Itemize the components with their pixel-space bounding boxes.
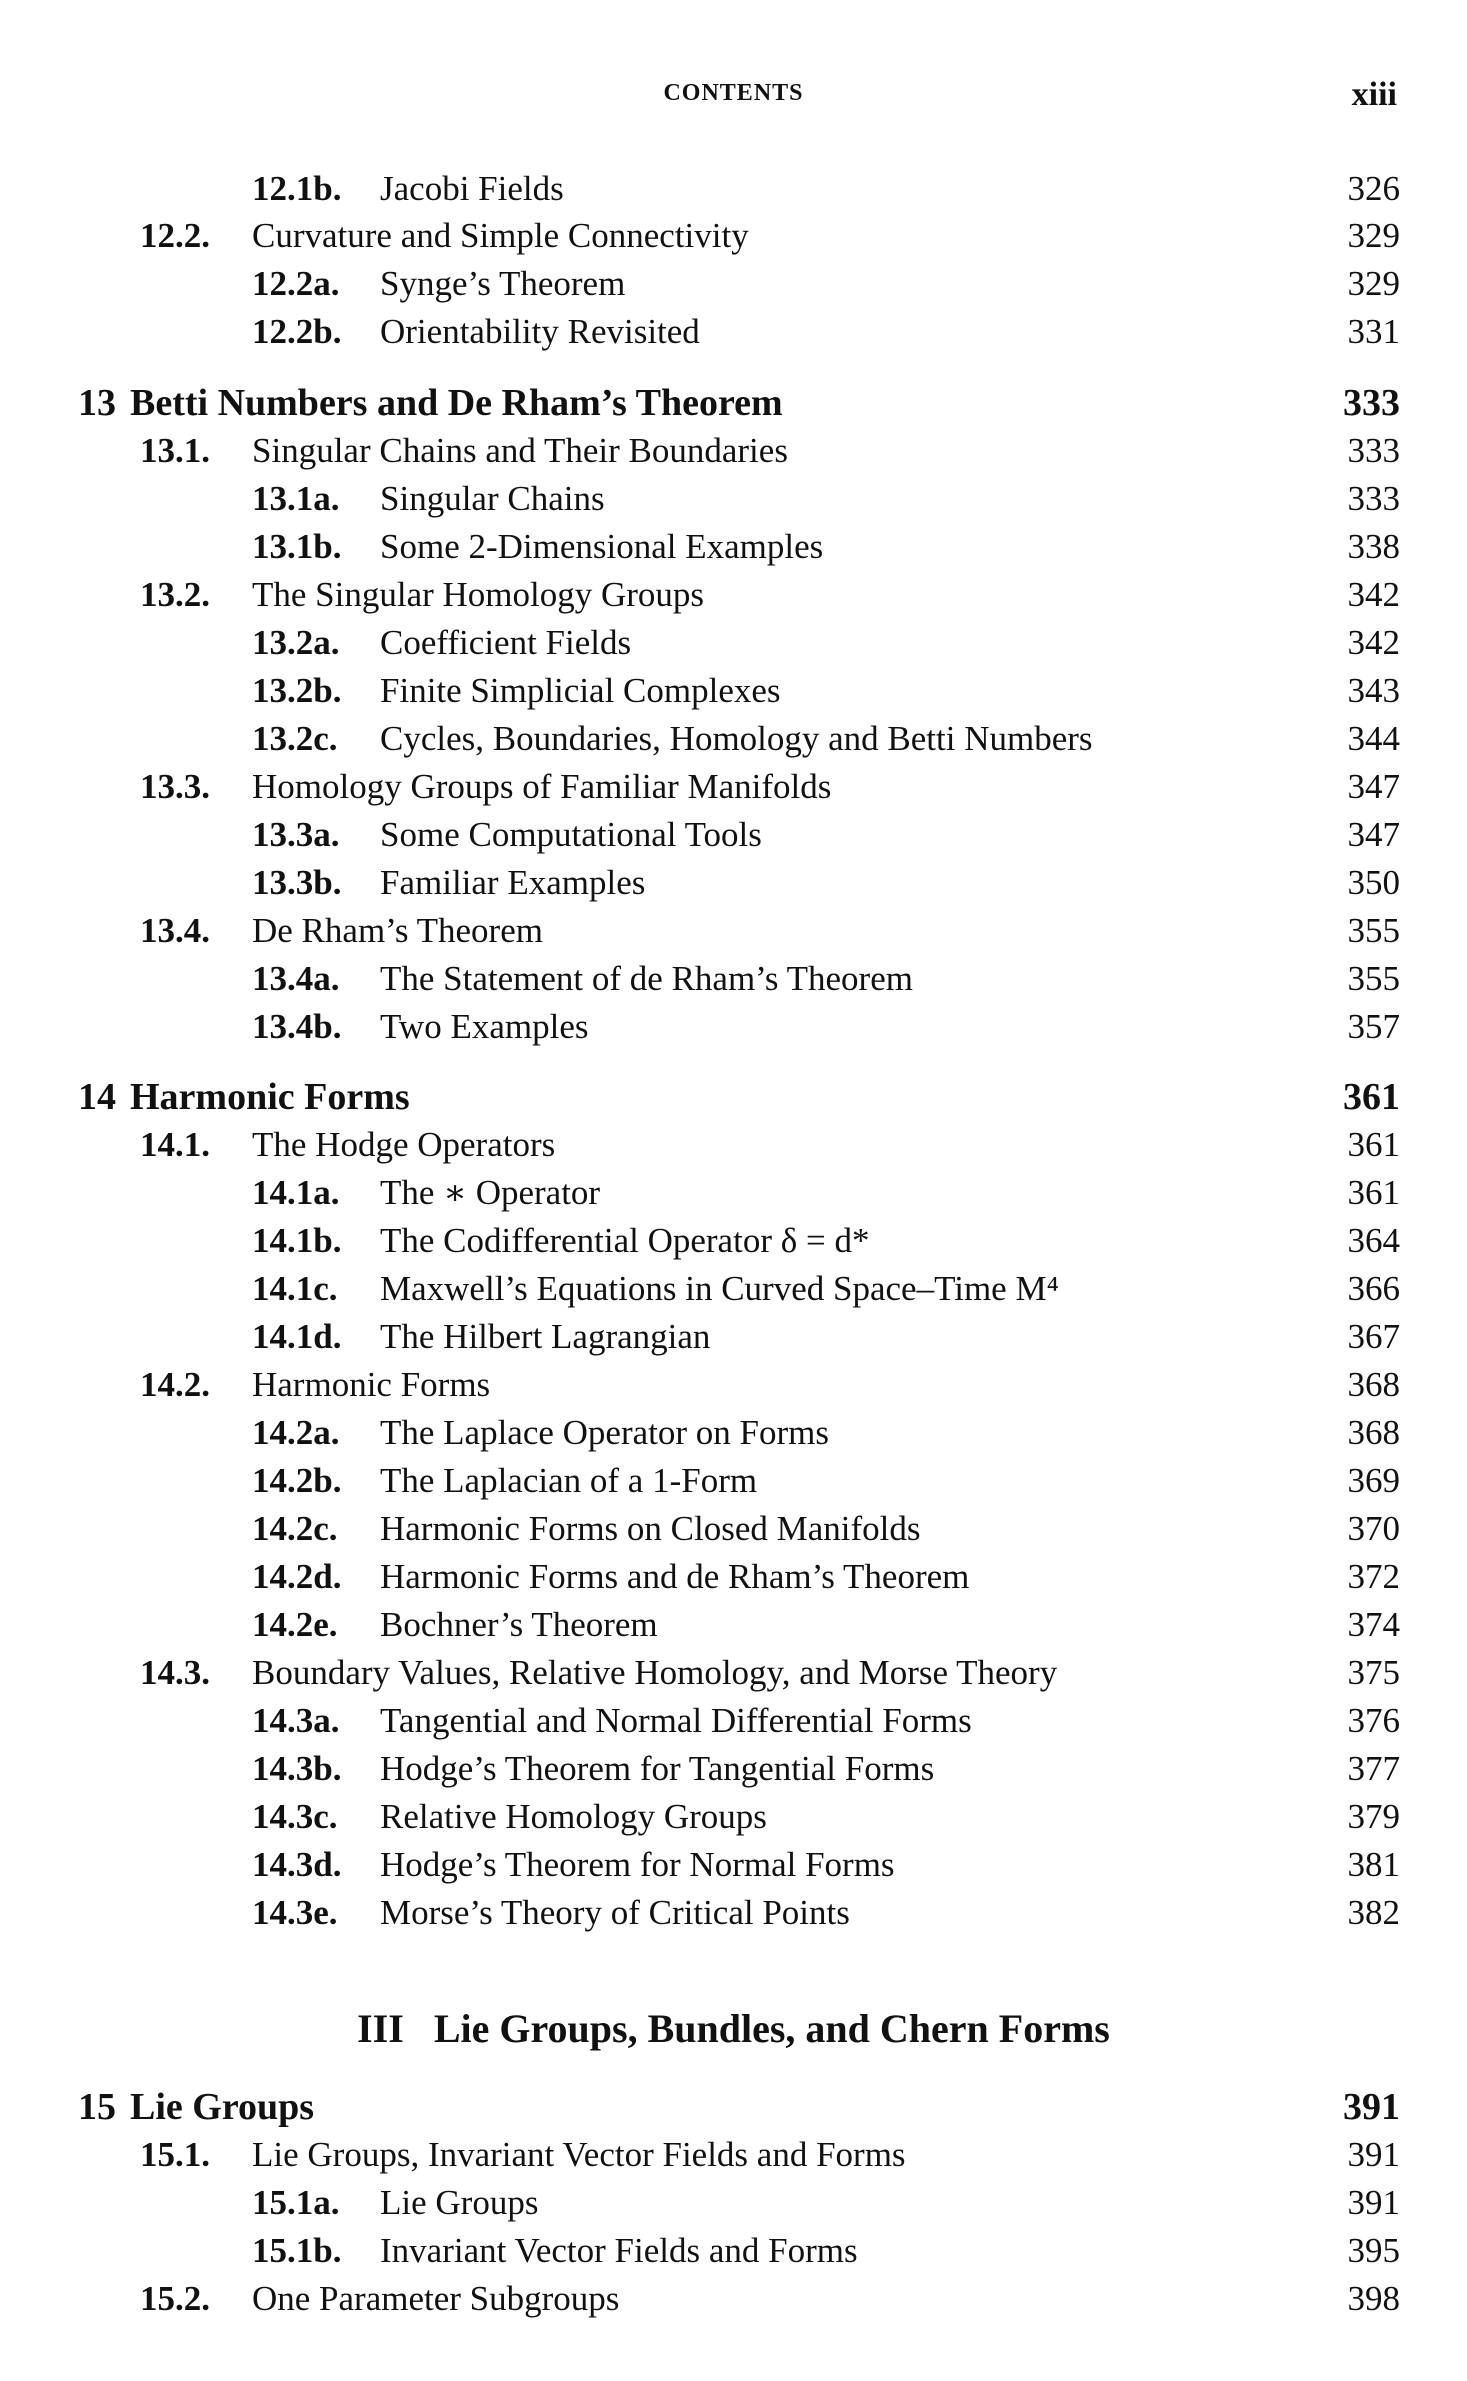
entry-title: Relative Homology Groups: [380, 1797, 767, 1836]
entry-number: 14.2d.: [252, 1557, 342, 1596]
entry-title: Boundary Values, Relative Homology, and Morse Theory: [252, 1653, 1058, 1692]
entry-page: 347: [1347, 767, 1400, 806]
entry-page: 366: [1347, 1269, 1400, 1308]
entry-page: 338: [1347, 527, 1400, 566]
entry-number: 13.3b.: [252, 863, 342, 902]
entry-page: 377: [1347, 1749, 1400, 1788]
entry-page: 333: [1343, 382, 1400, 424]
part-title: Lie Groups, Bundles, and Chern Forms: [433, 2006, 1110, 2051]
entry-number: 13.1b.: [252, 527, 342, 566]
entry-page: 333: [1347, 479, 1400, 518]
entry-page: 361: [1347, 1125, 1400, 1164]
entry-title: Hodge’s Theorem for Normal Forms: [380, 1845, 895, 1884]
entry-title: Harmonic Forms on Closed Manifolds: [380, 1509, 921, 1548]
entry-title: Tangential and Normal Differential Forms: [380, 1701, 972, 1740]
part-heading: [0, 2005, 1467, 2052]
entry-number: 13.2a.: [252, 623, 340, 662]
page-number: xiii: [1351, 76, 1397, 113]
entry-number: 13.2b.: [252, 671, 342, 710]
entry-title: Lie Groups, Invariant Vector Fields and Forms: [252, 2135, 906, 2174]
entry-number: 14.3.: [140, 1653, 210, 1692]
entry-title: Familiar Examples: [380, 863, 646, 902]
entry-number: 14.3d.: [252, 1845, 342, 1884]
entry-page: 374: [1347, 1605, 1400, 1644]
part-number: III: [357, 2006, 404, 2051]
entry-title: Finite Simplicial Complexes: [380, 671, 781, 710]
entry-title: The Codifferential Operator δ = d*: [380, 1221, 870, 1260]
entry-page: 333: [1347, 431, 1400, 470]
entry-title: Harmonic Forms: [252, 1365, 491, 1404]
running-head: [0, 76, 1467, 116]
entry-title: Two Examples: [380, 1007, 589, 1046]
entry-number: 12.2a.: [252, 264, 340, 303]
entry-number: 14.1c.: [252, 1269, 338, 1308]
entry-title: Homology Groups of Familiar Manifolds: [252, 767, 832, 806]
entry-number: 13.4.: [140, 911, 210, 950]
entry-page: 375: [1347, 1653, 1400, 1692]
entry-page: 391: [1347, 2135, 1400, 2174]
entry-number: 14.2.: [140, 1365, 210, 1404]
entry-title: Hodge’s Theorem for Tangential Forms: [380, 1749, 935, 1788]
entry-number: 13.1.: [140, 431, 210, 470]
entry-number: 15.2.: [140, 2279, 210, 2318]
entry-page: 368: [1347, 1365, 1400, 1404]
entry-number: 13.1a.: [252, 479, 340, 518]
entry-title: Jacobi Fields: [380, 169, 564, 208]
entry-page: 329: [1347, 264, 1400, 303]
entry-page: 367: [1347, 1317, 1400, 1356]
entry-page: 391: [1347, 2183, 1400, 2222]
entry-page: 357: [1347, 1007, 1400, 1046]
entry-page: 355: [1347, 911, 1400, 950]
entry-page: 370: [1347, 1509, 1400, 1548]
entry-number: 14.1a.: [252, 1173, 340, 1212]
entry-page: 382: [1347, 1893, 1400, 1932]
entry-page: 326: [1347, 169, 1400, 208]
entry-title: Betti Numbers and De Rham’s Theorem: [130, 382, 783, 424]
entry-page: 344: [1347, 719, 1400, 758]
entry-page: 368: [1347, 1413, 1400, 1452]
entry-number: 14.3c.: [252, 1797, 338, 1836]
entry-title: Curvature and Simple Connectivity: [252, 216, 749, 255]
entry-number: 14.1.: [140, 1125, 210, 1164]
entry-number: 15.1.: [140, 2135, 210, 2174]
entry-number: 14.1d.: [252, 1317, 342, 1356]
entry-page: 361: [1347, 1173, 1400, 1212]
entry-title: De Rham’s Theorem: [252, 911, 543, 950]
entry-title: The Singular Homology Groups: [252, 575, 705, 614]
entry-page: 342: [1347, 575, 1400, 614]
entry-page: 331: [1347, 312, 1400, 351]
entry-number: 14.2e.: [252, 1605, 338, 1644]
entry-title: Bochner’s Theorem: [380, 1605, 658, 1644]
entry-page: 369: [1347, 1461, 1400, 1500]
entry-page: 347: [1347, 815, 1400, 854]
entry-page: 379: [1347, 1797, 1400, 1836]
entry-number: 13.2.: [140, 575, 210, 614]
entry-title: The ∗ Operator: [380, 1173, 601, 1212]
entry-number: 13.3a.: [252, 815, 340, 854]
entry-page: 372: [1347, 1557, 1400, 1596]
entry-title: Orientability Revisited: [380, 312, 700, 351]
entry-page: 398: [1347, 2279, 1400, 2318]
entry-title: The Hodge Operators: [252, 1125, 556, 1164]
entry-title: The Statement of de Rham’s Theorem: [380, 959, 913, 998]
entry-number: 14.1b.: [252, 1221, 342, 1260]
entry-title: Synge’s Theorem: [380, 264, 626, 303]
entry-number: 13: [78, 382, 116, 424]
entry-number: 13.4a.: [252, 959, 340, 998]
entry-number: 14.2c.: [252, 1509, 338, 1548]
entry-title: The Hilbert Lagrangian: [380, 1317, 711, 1356]
entry-title: Morse’s Theory of Critical Points: [380, 1893, 850, 1932]
entry-title: Invariant Vector Fields and Forms: [380, 2231, 858, 2270]
entry-page: 376: [1347, 1701, 1400, 1740]
entry-title: One Parameter Subgroups: [252, 2279, 620, 2318]
entry-title: Coefficient Fields: [380, 623, 632, 662]
entry-title: Harmonic Forms: [130, 1076, 410, 1118]
entry-title: Singular Chains and Their Boundaries: [252, 431, 788, 470]
entry-number: 13.3.: [140, 767, 210, 806]
entry-page: 343: [1347, 671, 1400, 710]
entry-number: 13.2c.: [252, 719, 338, 758]
running-head-title: CONTENTS: [663, 80, 804, 106]
entry-page: 355: [1347, 959, 1400, 998]
entry-number: 15.1a.: [252, 2183, 340, 2222]
entry-number: 13.4b.: [252, 1007, 342, 1046]
entry-page: 361: [1343, 1076, 1400, 1118]
entry-number: 14.2a.: [252, 1413, 340, 1452]
entry-title: Cycles, Boundaries, Homology and Betti Numbers: [380, 719, 1093, 758]
entry-title: The Laplace Operator on Forms: [380, 1413, 830, 1452]
entry-number: 12.1b.: [252, 169, 342, 208]
entry-title: Some 2-Dimensional Examples: [380, 527, 824, 566]
entry-number: 14: [78, 1076, 116, 1118]
entry-page: 342: [1347, 623, 1400, 662]
entry-title: Some Computational Tools: [380, 815, 762, 854]
entry-title: Lie Groups: [130, 2086, 315, 2128]
entry-number: 14.3a.: [252, 1701, 340, 1740]
entry-number: 12.2.: [140, 216, 210, 255]
entry-page: 329: [1347, 216, 1400, 255]
entry-number: 12.2b.: [252, 312, 342, 351]
entry-page: 381: [1347, 1845, 1400, 1884]
entry-title: Singular Chains: [380, 479, 605, 518]
entry-title: Maxwell’s Equations in Curved Space–Time M⁴: [380, 1269, 1059, 1308]
entry-number: 14.3e.: [252, 1893, 338, 1932]
entry-title: Lie Groups: [380, 2183, 539, 2222]
entry-title: The Laplacian of a 1-Form: [380, 1461, 758, 1500]
entry-title: Harmonic Forms and de Rham’s Theorem: [380, 1557, 970, 1596]
entry-number: 14.2b.: [252, 1461, 342, 1500]
entry-number: 15: [78, 2086, 116, 2128]
entry-number: 15.1b.: [252, 2231, 342, 2270]
entry-page: 350: [1347, 863, 1400, 902]
entry-number: 14.3b.: [252, 1749, 342, 1788]
entry-page: 395: [1347, 2231, 1400, 2270]
entry-page: 391: [1343, 2086, 1400, 2128]
entry-page: 364: [1347, 1221, 1400, 1260]
